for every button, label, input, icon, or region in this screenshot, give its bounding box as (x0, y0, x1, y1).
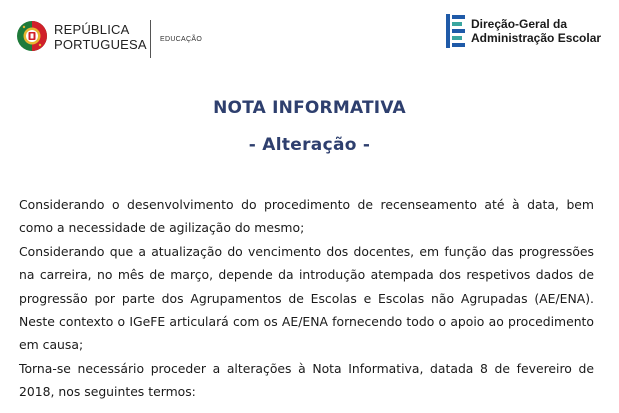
document-body (19, 193, 594, 404)
republica-portuguesa-emblem-icon (14, 18, 50, 54)
education-label: EDUCAÇÃO (160, 36, 203, 43)
header-divider (150, 20, 151, 58)
rp-line-1: REPÚBLICA (54, 22, 130, 37)
document-subtitle: - Alteração - (248, 135, 371, 155)
dgae-wordmark (471, 17, 601, 45)
dgae-line-1: Direção-Geral da (471, 17, 568, 31)
document-title: NOTA INFORMATIVA (213, 98, 406, 118)
paragraph: Considerando o desenvolvimento do procedimento de recenseamento até à data, bem como a necessidade de agilização do mesmo; (19, 197, 594, 236)
document-header (0, 0, 619, 70)
paragraph: Considerando que a atualização do vencimento dos docentes, em função das progressões na carreira, no mês de março, depende da introdução atempada dos respetivos dados de progressão por parte dos Agrupamentos de Escolas e Escolas não Agrupadas (AE/ENA). Neste contexto o IGeFE articulará com os AE/ENA fornecendo todo o apoio ao procedimento em causa; (19, 243, 594, 353)
dgae-line-2: Administração Escolar (471, 31, 602, 45)
dgae-logo-icon (446, 14, 466, 48)
rp-line-2: PORTUGUESA (54, 37, 147, 52)
paragraph: Torna-se necessário proceder a alterações à Nota Informativa, datada 8 de fevereiro de 2018, nos seguintes termos: (19, 360, 594, 400)
republica-portuguesa-wordmark (54, 22, 147, 52)
